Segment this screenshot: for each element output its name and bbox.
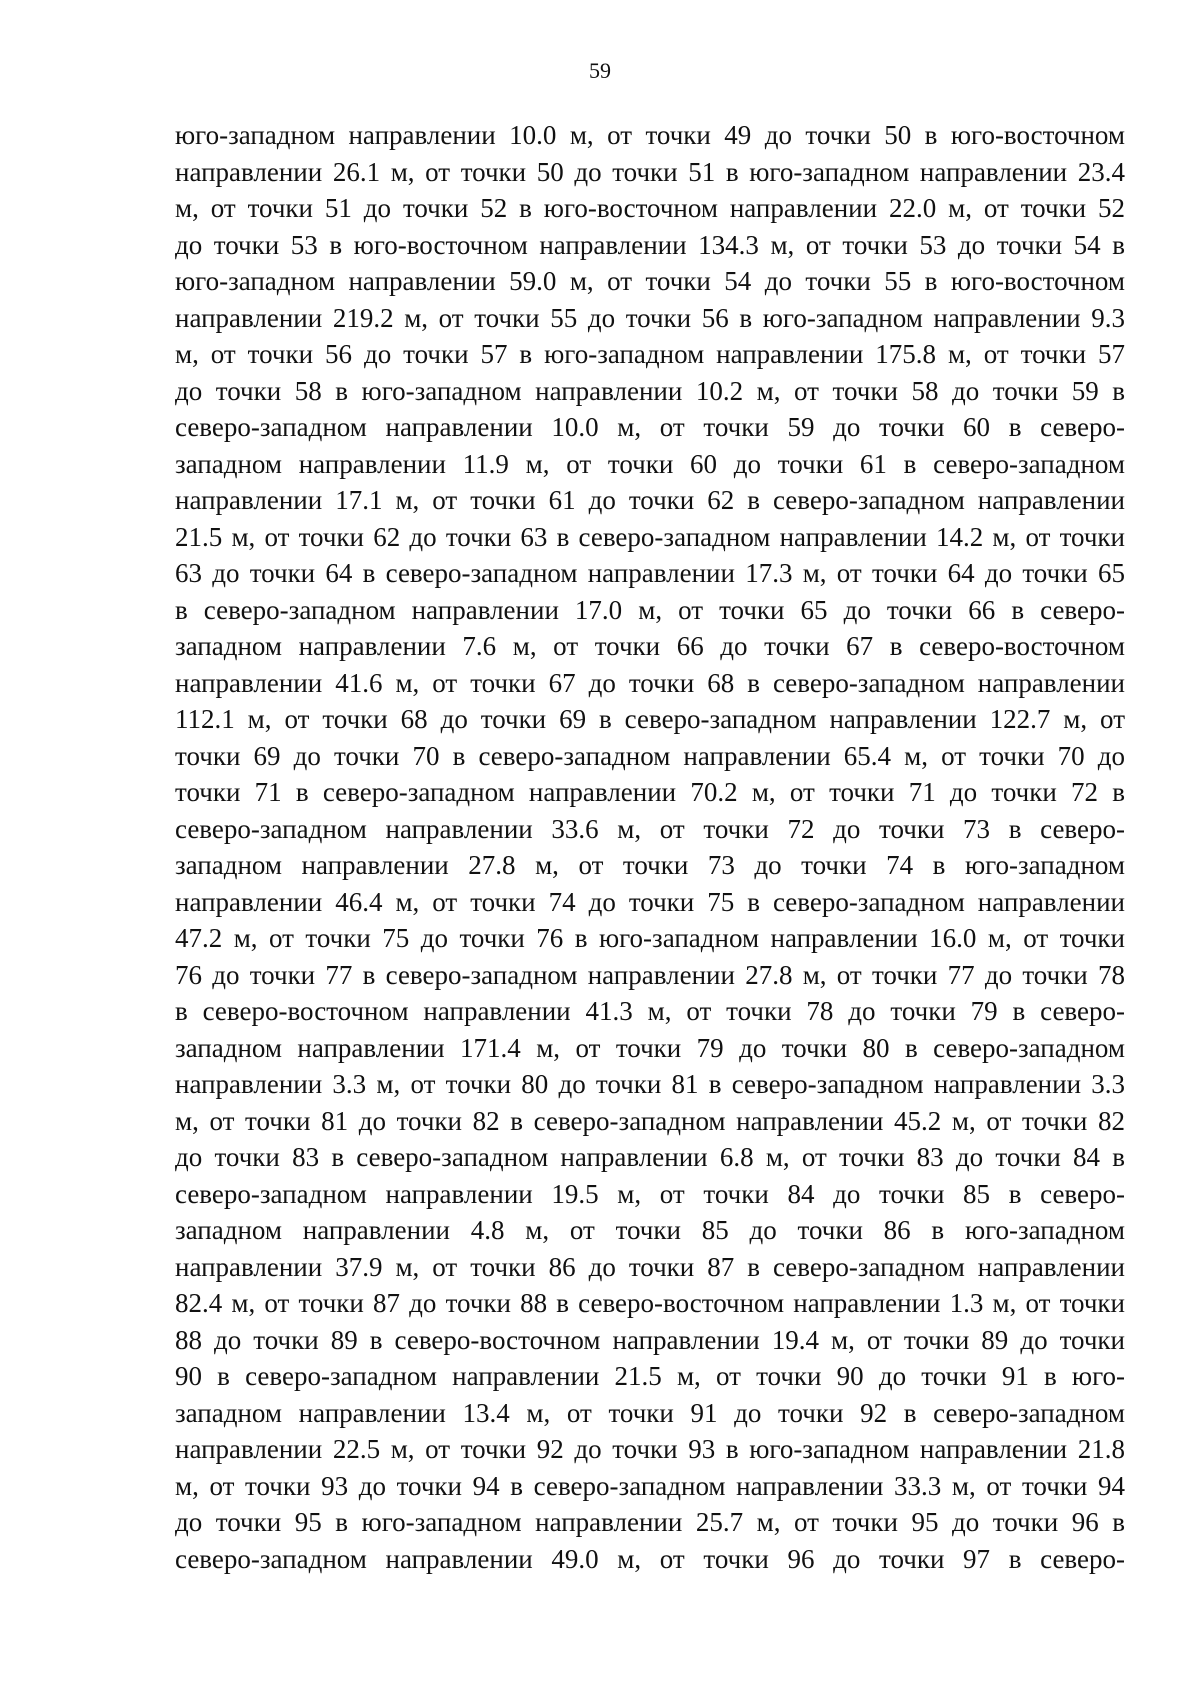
text-line: м, от точки 81 до точки 82 в северо-западном направлении 45.2 м, от точки 82	[175, 1105, 1125, 1136]
text-line: 90 в северо-западном направлении 21.5 м, от точки 90 до точки 91 в юго-	[175, 1361, 1125, 1391]
text-line: северо-западном направлении 33.6 м, от точки 72 до точки 73 в северо-	[175, 813, 1125, 844]
text-line: 76 до точки 77 в северо-западном направлении 27.8 м, от точки 77 до точки 78	[175, 959, 1125, 990]
text-line: направлении 3.3 м, от точки 80 до точки 81 в северо-западном направлении 3.3	[175, 1069, 1125, 1099]
page-number: 59	[589, 58, 611, 83]
text-line: западном направлении 11.9 м, от точки 60 до точки 61 в северо-западном	[175, 448, 1125, 479]
text-line: м, от точки 56 до точки 57 в юго-западном направлении 175.8 м, от точки 57	[175, 339, 1125, 369]
text-line: 82.4 м, от точки 87 до точки 88 в северо-восточном направлении 1.3 м, от точки	[175, 1288, 1125, 1318]
text-line: западном направлении 27.8 м, от точки 73 до точки 74 в юго-западном	[175, 850, 1125, 880]
text-line: до точки 58 в юго-западном направлении 10.2 м, от точки 58 до точки 59 в	[175, 375, 1125, 406]
text-line: м, от точки 51 до точки 52 в юго-восточном направлении 22.0 м, от точки 52	[175, 193, 1125, 223]
text-line: северо-западном направлении 49.0 м, от точки 96 до точки 97 в северо-	[175, 1543, 1125, 1574]
text-line: направлении 46.4 м, от точки 74 до точки 75 в северо-западном направлении	[175, 886, 1125, 917]
text-line: юго-западном направлении 59.0 м, от точки 54 до точки 55 в юго-восточном	[175, 266, 1125, 296]
text-line: в северо-западном направлении 17.0 м, от точки 65 до точки 66 в северо-	[175, 594, 1125, 625]
text-line: до точки 53 в юго-восточном направлении 134.3 м, от точки 53 до точки 54 в	[175, 229, 1125, 260]
text-line: северо-западном направлении 10.0 м, от точки 59 до точки 60 в северо-	[175, 412, 1125, 442]
text-line: м, от точки 93 до точки 94 в северо-западном направлении 33.3 м, от точки 94	[175, 1470, 1125, 1501]
text-line: направлении 26.1 м, от точки 50 до точки 51 в юго-западном направлении 23.4	[175, 156, 1125, 187]
text-line: западном направлении 4.8 м, от точки 85 до точки 86 в юго-западном	[175, 1215, 1125, 1245]
text-line: до точки 83 в северо-западном направлении 6.8 м, от точки 83 до точки 84 в	[175, 1142, 1125, 1172]
text-line: направлении 37.9 м, от точки 86 до точки 87 в северо-западном направлении	[175, 1251, 1125, 1282]
text-line: до точки 95 в юго-западном направлении 25.7 м, от точки 95 до точки 96 в	[175, 1507, 1125, 1537]
text-line: 112.1 м, от точки 68 до точки 69 в северо-западном направлении 122.7 м, от	[175, 704, 1125, 734]
text-line: 88 до точки 89 в северо-восточном направлении 19.4 м, от точки 89 до точки	[175, 1324, 1125, 1355]
body-paragraph	[175, 117, 1125, 1577]
text-line: направлении 219.2 м, от точки 55 до точки 56 в юго-западном направлении 9.3	[175, 302, 1125, 333]
text-line: в северо-восточном направлении 41.3 м, от точки 78 до точки 79 в северо-	[175, 996, 1125, 1026]
text-line: 63 до точки 64 в северо-западном направлении 17.3 м, от точки 64 до точки 65	[175, 558, 1125, 588]
text-line: точки 69 до точки 70 в северо-западном направлении 65.4 м, от точки 70 до	[175, 740, 1125, 771]
text-line: западном направлении 171.4 м, от точки 79 до точки 80 в северо-западном	[175, 1032, 1125, 1063]
text-line: северо-западном направлении 19.5 м, от точки 84 до точки 85 в северо-	[175, 1178, 1125, 1209]
text-line: 21.5 м, от точки 62 до точки 63 в северо-западном направлении 14.2 м, от точки	[175, 521, 1125, 552]
text-line: западном направлении 13.4 м, от точки 91 до точки 92 в северо-западном	[175, 1397, 1125, 1428]
text-line: 47.2 м, от точки 75 до точки 76 в юго-западном направлении 16.0 м, от точки	[175, 923, 1125, 953]
text-line: направлении 41.6 м, от точки 67 до точки 68 в северо-западном направлении	[175, 667, 1125, 698]
text-line: направлении 22.5 м, от точки 92 до точки 93 в юго-западном направлении 21.8	[175, 1434, 1125, 1464]
text-line: юго-западном направлении 10.0 м, от точки 49 до точки 50 в юго-восточном	[175, 120, 1125, 150]
text-line: направлении 17.1 м, от точки 61 до точки 62 в северо-западном направлении	[175, 485, 1125, 515]
text-line: точки 71 в северо-западном направлении 70.2 м, от точки 71 до точки 72 в	[175, 777, 1125, 807]
text-line: западном направлении 7.6 м, от точки 66 до точки 67 в северо-восточном	[175, 631, 1125, 661]
